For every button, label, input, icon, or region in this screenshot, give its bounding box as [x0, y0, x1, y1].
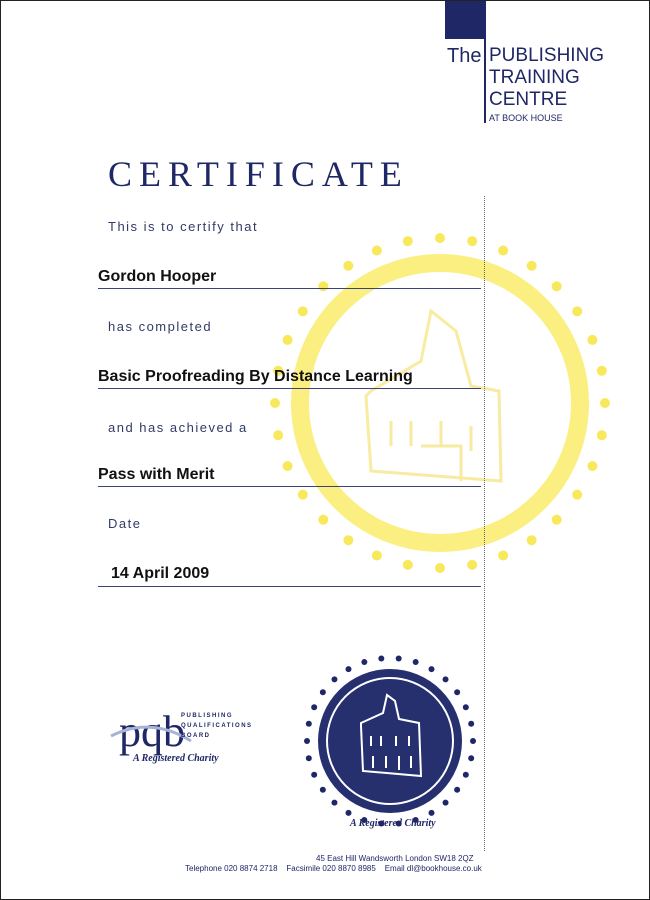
dot	[403, 560, 413, 570]
dot	[298, 306, 308, 316]
dot	[361, 659, 367, 665]
dot	[372, 550, 382, 560]
dot	[572, 490, 582, 500]
watermark-seal	[1, 1, 649, 899]
dot	[468, 721, 474, 727]
dot	[454, 689, 460, 695]
dot	[346, 666, 352, 672]
dot	[467, 236, 477, 246]
certify-label: This is to certify that	[108, 219, 259, 234]
completed-label: has completed	[108, 319, 213, 334]
pqb-logo-icon: pqb	[119, 707, 185, 756]
dotted-divider	[484, 196, 485, 851]
dot	[343, 535, 353, 545]
dot	[396, 655, 402, 661]
pqb-line2: QUALIFICATIONS	[181, 723, 253, 729]
watermark-dots	[270, 233, 610, 573]
dot	[270, 398, 280, 408]
dot	[429, 810, 435, 816]
dot	[435, 233, 445, 243]
dot	[552, 515, 562, 525]
dot	[587, 335, 597, 345]
achieved-label: and has achieved a	[108, 420, 248, 435]
dot	[572, 306, 582, 316]
dot	[600, 398, 610, 408]
dot	[467, 560, 477, 570]
dot	[429, 666, 435, 672]
dot	[298, 490, 308, 500]
logo-sub: AT BOOK HOUSE	[489, 113, 563, 123]
dot	[320, 787, 326, 793]
divider	[98, 586, 481, 587]
pqb-line1: PUBLISHING	[181, 713, 234, 719]
dot	[311, 772, 317, 778]
divider	[98, 486, 481, 487]
dot	[306, 721, 312, 727]
dot	[597, 366, 607, 376]
result: Pass with Merit	[98, 466, 215, 483]
dot	[527, 261, 537, 271]
dot	[318, 515, 328, 525]
dot	[311, 704, 317, 710]
dot	[378, 655, 384, 661]
dot	[331, 800, 337, 806]
course-name: Basic Proofreading By Distance Learning	[98, 368, 413, 385]
building-logo-icon	[445, 1, 484, 39]
logo-line1: PUBLISHING	[489, 45, 605, 66]
dot	[463, 704, 469, 710]
certificate-title: CERTIFICATE	[108, 154, 409, 194]
dot	[273, 430, 283, 440]
dot	[320, 689, 326, 695]
logo-line2: TRAINING	[489, 67, 580, 88]
dot	[346, 810, 352, 816]
logo-divider	[484, 1, 486, 123]
dot	[435, 563, 445, 573]
seal-disc	[318, 669, 462, 813]
dot	[468, 755, 474, 761]
pqb-line3: BOARD	[181, 733, 211, 739]
dot	[306, 755, 312, 761]
dot	[527, 535, 537, 545]
divider	[98, 288, 481, 289]
dot	[463, 772, 469, 778]
dot	[498, 550, 508, 560]
address: 45 East Hill Wandsworth London SW18 2QZ	[316, 854, 474, 863]
date-value: 14 April 2009	[111, 565, 210, 582]
dot	[283, 335, 293, 345]
dot	[587, 461, 597, 471]
watermark-ring	[300, 263, 580, 543]
dot	[343, 261, 353, 271]
dot	[403, 236, 413, 246]
dot	[443, 676, 449, 682]
date-label: Date	[108, 516, 142, 531]
dot	[552, 281, 562, 291]
logo-the: The	[447, 45, 482, 67]
dot	[413, 659, 419, 665]
contact: Telephone 020 8874 2718 Facsimile 020 8870 8985 Email dl@bookhouse.co.uk	[185, 864, 482, 873]
dot	[283, 461, 293, 471]
dot	[470, 738, 476, 744]
seal-charity: A Registered Charity	[350, 818, 436, 829]
watermark-building-icon	[366, 311, 501, 481]
dot	[597, 430, 607, 440]
dot	[454, 787, 460, 793]
pqb-charity: A Registered Charity	[133, 753, 219, 764]
logo-line3: CENTRE	[489, 89, 568, 110]
dot	[372, 246, 382, 256]
dot	[304, 738, 310, 744]
dot	[331, 676, 337, 682]
dot	[318, 281, 328, 291]
recipient-name: Gordon Hooper	[98, 268, 217, 285]
dot	[443, 800, 449, 806]
divider	[98, 388, 481, 389]
dot	[498, 246, 508, 256]
